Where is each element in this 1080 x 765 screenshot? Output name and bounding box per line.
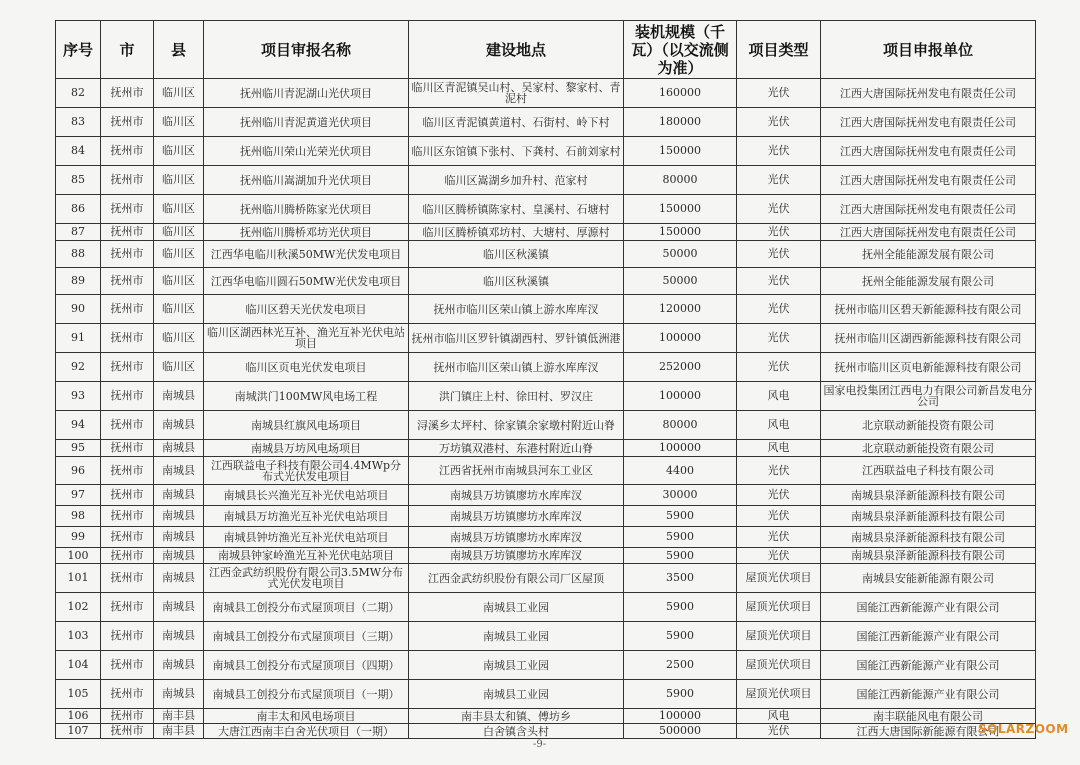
cell-project-name: 南城县工创投分布式屋顶项目（一期） (204, 680, 409, 709)
cell-project-name: 南城县长兴渔光互补光伏电站项目 (204, 485, 409, 506)
cell-project-type: 屋顶光伏项目 (737, 680, 821, 709)
cell-location: 白舍镇含头村 (409, 724, 624, 739)
cell-location: 临川区腾桥镇邓坊村、大塘村、厚源村 (409, 224, 624, 241)
cell-location: 南城县万坊镇廖坊水库库汊 (409, 485, 624, 506)
cell-index: 95 (56, 440, 101, 457)
cell-project-type: 光伏 (737, 241, 821, 268)
table-row (56, 548, 1036, 564)
cell-capacity: 100000 (624, 440, 737, 457)
cell-applicant: 江西大唐国际抚州发电有限责任公司 (821, 224, 1036, 241)
cell-applicant: 国家电投集团江西电力有限公司新昌发电分公司 (821, 382, 1036, 411)
page-number: -9- (533, 739, 547, 750)
cell-city: 抚州市 (101, 564, 154, 593)
cell-index: 87 (56, 224, 101, 241)
cell-applicant: 南城县泉泽新能源科技有限公司 (821, 485, 1036, 506)
cell-applicant: 江西大唐国际新能源有限公司 (821, 724, 1036, 739)
cell-county: 南城县 (154, 382, 204, 411)
table-header-row (56, 21, 1036, 79)
header-location: 建设地点 (409, 21, 624, 79)
cell-project-type: 光伏 (737, 108, 821, 137)
cell-city: 抚州市 (101, 709, 154, 724)
cell-county: 南城县 (154, 680, 204, 709)
table-row (56, 593, 1036, 622)
cell-capacity: 2500 (624, 651, 737, 680)
cell-project-type: 光伏 (737, 548, 821, 564)
table-row (56, 564, 1036, 593)
cell-county: 临川区 (154, 166, 204, 195)
cell-applicant: 南城县泉泽新能源科技有限公司 (821, 527, 1036, 548)
cell-city: 抚州市 (101, 353, 154, 382)
cell-project-name: 抚州临川腾桥邓坊光伏项目 (204, 224, 409, 241)
cell-applicant: 国能江西新能源产业有限公司 (821, 593, 1036, 622)
cell-location: 万坊镇双港村、东港村附近山脊 (409, 440, 624, 457)
header-county: 县 (154, 21, 204, 79)
cell-applicant: 南城县安能新能源有限公司 (821, 564, 1036, 593)
cell-county: 临川区 (154, 224, 204, 241)
cell-capacity: 4400 (624, 457, 737, 485)
table-row (56, 166, 1036, 195)
table-row (56, 137, 1036, 166)
cell-city: 抚州市 (101, 137, 154, 166)
project-table (55, 20, 1036, 739)
cell-capacity: 30000 (624, 485, 737, 506)
table-row (56, 651, 1036, 680)
cell-location: 临川区青泥镇吴山村、吴家村、黎家村、青泥村 (409, 79, 624, 108)
cell-city: 抚州市 (101, 324, 154, 353)
cell-project-type: 风电 (737, 440, 821, 457)
cell-capacity: 100000 (624, 324, 737, 353)
cell-capacity: 5900 (624, 506, 737, 527)
cell-applicant: 北京联动新能投资有限公司 (821, 440, 1036, 457)
cell-applicant: 江西大唐国际抚州发电有限责任公司 (821, 137, 1036, 166)
cell-county: 南城县 (154, 564, 204, 593)
cell-project-name: 南丰太和风电场项目 (204, 709, 409, 724)
table-row (56, 527, 1036, 548)
cell-project-type: 屋顶光伏项目 (737, 651, 821, 680)
cell-index: 82 (56, 79, 101, 108)
cell-location: 洪门镇庄上村、徐田村、罗汉庄 (409, 382, 624, 411)
cell-index: 104 (56, 651, 101, 680)
cell-capacity: 5900 (624, 680, 737, 709)
cell-location: 南城县工业园 (409, 651, 624, 680)
cell-applicant: 抚州市临川区碧天新能源科技有限公司 (821, 295, 1036, 324)
cell-project-type: 光伏 (737, 79, 821, 108)
cell-project-name: 南城县万坊风电场项目 (204, 440, 409, 457)
cell-location: 临川区东馆镇下张村、下龚村、石前刘家村 (409, 137, 624, 166)
cell-project-type: 光伏 (737, 224, 821, 241)
cell-project-type: 风电 (737, 411, 821, 440)
cell-city: 抚州市 (101, 548, 154, 564)
cell-project-name: 临川区湖西林光互补、渔光互补光伏电站项目 (204, 324, 409, 353)
cell-county: 临川区 (154, 241, 204, 268)
cell-index: 93 (56, 382, 101, 411)
table-row (56, 268, 1036, 295)
cell-project-type: 光伏 (737, 457, 821, 485)
table-row (56, 79, 1036, 108)
cell-index: 83 (56, 108, 101, 137)
cell-city: 抚州市 (101, 382, 154, 411)
cell-project-name: 南城县钟家岭渔光互补光伏电站项目 (204, 548, 409, 564)
cell-applicant: 江西大唐国际抚州发电有限责任公司 (821, 79, 1036, 108)
cell-project-type: 光伏 (737, 324, 821, 353)
cell-capacity: 150000 (624, 195, 737, 224)
cell-county: 临川区 (154, 268, 204, 295)
cell-capacity: 80000 (624, 166, 737, 195)
cell-index: 100 (56, 548, 101, 564)
cell-project-name: 临川区页电光伏发电项目 (204, 353, 409, 382)
cell-location: 南丰县太和镇、傅坊乡 (409, 709, 624, 724)
cell-applicant: 抚州全能能源发展有限公司 (821, 268, 1036, 295)
table-body (56, 79, 1036, 739)
cell-project-type: 光伏 (737, 506, 821, 527)
cell-project-name: 江西华电临川圆石50MW光伏发电项目 (204, 268, 409, 295)
cell-project-name: 南城洪门100MW风电场工程 (204, 382, 409, 411)
cell-location: 南城县工业园 (409, 593, 624, 622)
header-project-type: 项目类型 (737, 21, 821, 79)
cell-index: 99 (56, 527, 101, 548)
table-row (56, 724, 1036, 739)
cell-applicant: 国能江西新能源产业有限公司 (821, 651, 1036, 680)
cell-applicant: 北京联动新能投资有限公司 (821, 411, 1036, 440)
table-row (56, 506, 1036, 527)
cell-county: 临川区 (154, 353, 204, 382)
header-index: 序号 (56, 21, 101, 79)
table-row (56, 324, 1036, 353)
cell-project-name: 临川区碧天光伏发电项目 (204, 295, 409, 324)
cell-capacity: 180000 (624, 108, 737, 137)
cell-city: 抚州市 (101, 724, 154, 739)
cell-applicant: 抚州全能能源发展有限公司 (821, 241, 1036, 268)
cell-project-type: 光伏 (737, 485, 821, 506)
cell-capacity: 252000 (624, 353, 737, 382)
cell-capacity: 160000 (624, 79, 737, 108)
cell-project-name: 江西联益电子科技有限公司4.4MWp分布式光伏发电项目 (204, 457, 409, 485)
cell-project-type: 光伏 (737, 724, 821, 739)
cell-city: 抚州市 (101, 195, 154, 224)
cell-location: 抚州市临川区荣山镇上游水库库汊 (409, 295, 624, 324)
cell-county: 南城县 (154, 457, 204, 485)
cell-capacity: 120000 (624, 295, 737, 324)
table-row (56, 457, 1036, 485)
table-row (56, 353, 1036, 382)
cell-location: 浔溪乡太坪村、徐家镇余家墩村附近山脊 (409, 411, 624, 440)
cell-county: 南城县 (154, 411, 204, 440)
cell-city: 抚州市 (101, 295, 154, 324)
cell-project-name: 抚州临川嵩湖加升光伏项目 (204, 166, 409, 195)
cell-location: 江西省抚州市南城县河东工业区 (409, 457, 624, 485)
cell-county: 临川区 (154, 295, 204, 324)
cell-city: 抚州市 (101, 593, 154, 622)
header-capacity: 装机规模（千瓦）（以交流侧为准） (624, 21, 737, 79)
watermark: SOLARZOOM (978, 722, 1069, 736)
cell-applicant: 南城县泉泽新能源科技有限公司 (821, 548, 1036, 564)
cell-county: 南城县 (154, 593, 204, 622)
cell-index: 88 (56, 241, 101, 268)
cell-county: 临川区 (154, 324, 204, 353)
cell-city: 抚州市 (101, 485, 154, 506)
cell-project-type: 光伏 (737, 195, 821, 224)
cell-city: 抚州市 (101, 622, 154, 651)
cell-location: 临川区腾桥镇陈家村、皇溪村、石塘村 (409, 195, 624, 224)
cell-county: 临川区 (154, 79, 204, 108)
cell-project-type: 光伏 (737, 137, 821, 166)
cell-city: 抚州市 (101, 241, 154, 268)
cell-applicant: 国能江西新能源产业有限公司 (821, 622, 1036, 651)
cell-project-name: 抚州临川腾桥陈家光伏项目 (204, 195, 409, 224)
cell-city: 抚州市 (101, 440, 154, 457)
cell-project-type: 光伏 (737, 268, 821, 295)
cell-index: 98 (56, 506, 101, 527)
cell-city: 抚州市 (101, 268, 154, 295)
cell-city: 抚州市 (101, 108, 154, 137)
cell-location: 南城县万坊镇廖坊水库库汊 (409, 548, 624, 564)
header-city: 市 (101, 21, 154, 79)
cell-applicant: 抚州市临川区页电新能源科技有限公司 (821, 353, 1036, 382)
cell-index: 84 (56, 137, 101, 166)
cell-county: 南城县 (154, 506, 204, 527)
cell-capacity: 500000 (624, 724, 737, 739)
cell-county: 南城县 (154, 651, 204, 680)
cell-applicant: 抚州市临川区湖西新能源科技有限公司 (821, 324, 1036, 353)
cell-county: 南城县 (154, 527, 204, 548)
cell-location: 临川区秋溪镇 (409, 241, 624, 268)
cell-city: 抚州市 (101, 680, 154, 709)
cell-index: 101 (56, 564, 101, 593)
cell-applicant: 江西联益电子科技有限公司 (821, 457, 1036, 485)
cell-city: 抚州市 (101, 651, 154, 680)
cell-city: 抚州市 (101, 506, 154, 527)
cell-capacity: 50000 (624, 268, 737, 295)
table-row (56, 709, 1036, 724)
cell-project-name: 江西金武纺织股份有限公司3.5MW分布式光伏发电项目 (204, 564, 409, 593)
cell-project-name: 南城县红旗风电场项目 (204, 411, 409, 440)
cell-capacity: 100000 (624, 382, 737, 411)
cell-index: 90 (56, 295, 101, 324)
table-row (56, 411, 1036, 440)
cell-index: 86 (56, 195, 101, 224)
cell-capacity: 50000 (624, 241, 737, 268)
cell-index: 85 (56, 166, 101, 195)
table-row (56, 485, 1036, 506)
cell-project-name: 南城县万坊渔光互补光伏电站项目 (204, 506, 409, 527)
cell-index: 102 (56, 593, 101, 622)
cell-county: 临川区 (154, 195, 204, 224)
cell-county: 南丰县 (154, 709, 204, 724)
cell-project-type: 光伏 (737, 527, 821, 548)
cell-capacity: 5900 (624, 593, 737, 622)
cell-location: 南城县万坊镇廖坊水库库汊 (409, 527, 624, 548)
cell-county: 南丰县 (154, 724, 204, 739)
table-row (56, 622, 1036, 651)
cell-index: 106 (56, 709, 101, 724)
cell-index: 94 (56, 411, 101, 440)
cell-county: 南城县 (154, 622, 204, 651)
cell-applicant: 国能江西新能源产业有限公司 (821, 680, 1036, 709)
cell-county: 南城县 (154, 485, 204, 506)
cell-project-name: 抚州临川青泥黄道光伏项目 (204, 108, 409, 137)
cell-index: 89 (56, 268, 101, 295)
cell-project-name: 南城县工创投分布式屋顶项目（二期） (204, 593, 409, 622)
table-row (56, 224, 1036, 241)
header-applicant: 项目申报单位 (821, 21, 1036, 79)
cell-location: 临川区秋溪镇 (409, 268, 624, 295)
cell-capacity: 150000 (624, 224, 737, 241)
cell-capacity: 5900 (624, 622, 737, 651)
cell-project-name: 南城县工创投分布式屋顶项目（三期） (204, 622, 409, 651)
cell-location: 抚州市临川区荣山镇上游水库库汊 (409, 353, 624, 382)
cell-county: 临川区 (154, 137, 204, 166)
cell-project-type: 屋顶光伏项目 (737, 564, 821, 593)
cell-county: 临川区 (154, 108, 204, 137)
cell-location: 临川区嵩湖乡加升村、范家村 (409, 166, 624, 195)
cell-county: 南城县 (154, 548, 204, 564)
cell-index: 92 (56, 353, 101, 382)
cell-location: 江西金武纺织股份有限公司厂区屋顶 (409, 564, 624, 593)
cell-index: 107 (56, 724, 101, 739)
cell-applicant: 江西大唐国际抚州发电有限责任公司 (821, 108, 1036, 137)
cell-city: 抚州市 (101, 527, 154, 548)
cell-project-type: 光伏 (737, 353, 821, 382)
cell-project-name: 江西华电临川秋溪50MW光伏发电项目 (204, 241, 409, 268)
cell-project-type: 屋顶光伏项目 (737, 622, 821, 651)
cell-capacity: 5900 (624, 548, 737, 564)
cell-capacity: 5900 (624, 527, 737, 548)
cell-project-type: 风电 (737, 709, 821, 724)
cell-county: 南城县 (154, 440, 204, 457)
cell-project-name: 南城县工创投分布式屋顶项目（四期） (204, 651, 409, 680)
cell-project-type: 光伏 (737, 295, 821, 324)
cell-project-type: 风电 (737, 382, 821, 411)
cell-applicant: 江西大唐国际抚州发电有限责任公司 (821, 166, 1036, 195)
cell-applicant: 南丰联能风电有限公司 (821, 709, 1036, 724)
table-row (56, 440, 1036, 457)
cell-location: 临川区青泥镇黄道村、石街村、岭下村 (409, 108, 624, 137)
cell-capacity: 100000 (624, 709, 737, 724)
cell-project-name: 抚州临川荣山光荣光伏项目 (204, 137, 409, 166)
cell-location: 南城县工业园 (409, 622, 624, 651)
cell-city: 抚州市 (101, 79, 154, 108)
cell-city: 抚州市 (101, 224, 154, 241)
cell-index: 96 (56, 457, 101, 485)
cell-index: 103 (56, 622, 101, 651)
cell-location: 抚州市临川区罗针镇湖西村、罗针镇低洲港 (409, 324, 624, 353)
cell-city: 抚州市 (101, 166, 154, 195)
table-row (56, 241, 1036, 268)
cell-project-name: 大唐江西南丰白舍光伏项目（一期） (204, 724, 409, 739)
cell-project-name: 南城县钟坊渔光互补光伏电站项目 (204, 527, 409, 548)
cell-applicant: 南城县泉泽新能源科技有限公司 (821, 506, 1036, 527)
cell-index: 97 (56, 485, 101, 506)
cell-location: 南城县万坊镇廖坊水库库汊 (409, 506, 624, 527)
cell-capacity: 80000 (624, 411, 737, 440)
table-row (56, 680, 1036, 709)
table-row (56, 295, 1036, 324)
cell-applicant: 江西大唐国际抚州发电有限责任公司 (821, 195, 1036, 224)
cell-index: 91 (56, 324, 101, 353)
cell-project-type: 光伏 (737, 166, 821, 195)
table-row (56, 108, 1036, 137)
cell-capacity: 3500 (624, 564, 737, 593)
table-row (56, 195, 1036, 224)
cell-capacity: 150000 (624, 137, 737, 166)
header-project-name: 项目审报名称 (204, 21, 409, 79)
cell-city: 抚州市 (101, 411, 154, 440)
table-row (56, 382, 1036, 411)
cell-index: 105 (56, 680, 101, 709)
cell-project-name: 抚州临川青泥湖山光伏项目 (204, 79, 409, 108)
cell-project-type: 屋顶光伏项目 (737, 593, 821, 622)
cell-city: 抚州市 (101, 457, 154, 485)
cell-location: 南城县工业园 (409, 680, 624, 709)
